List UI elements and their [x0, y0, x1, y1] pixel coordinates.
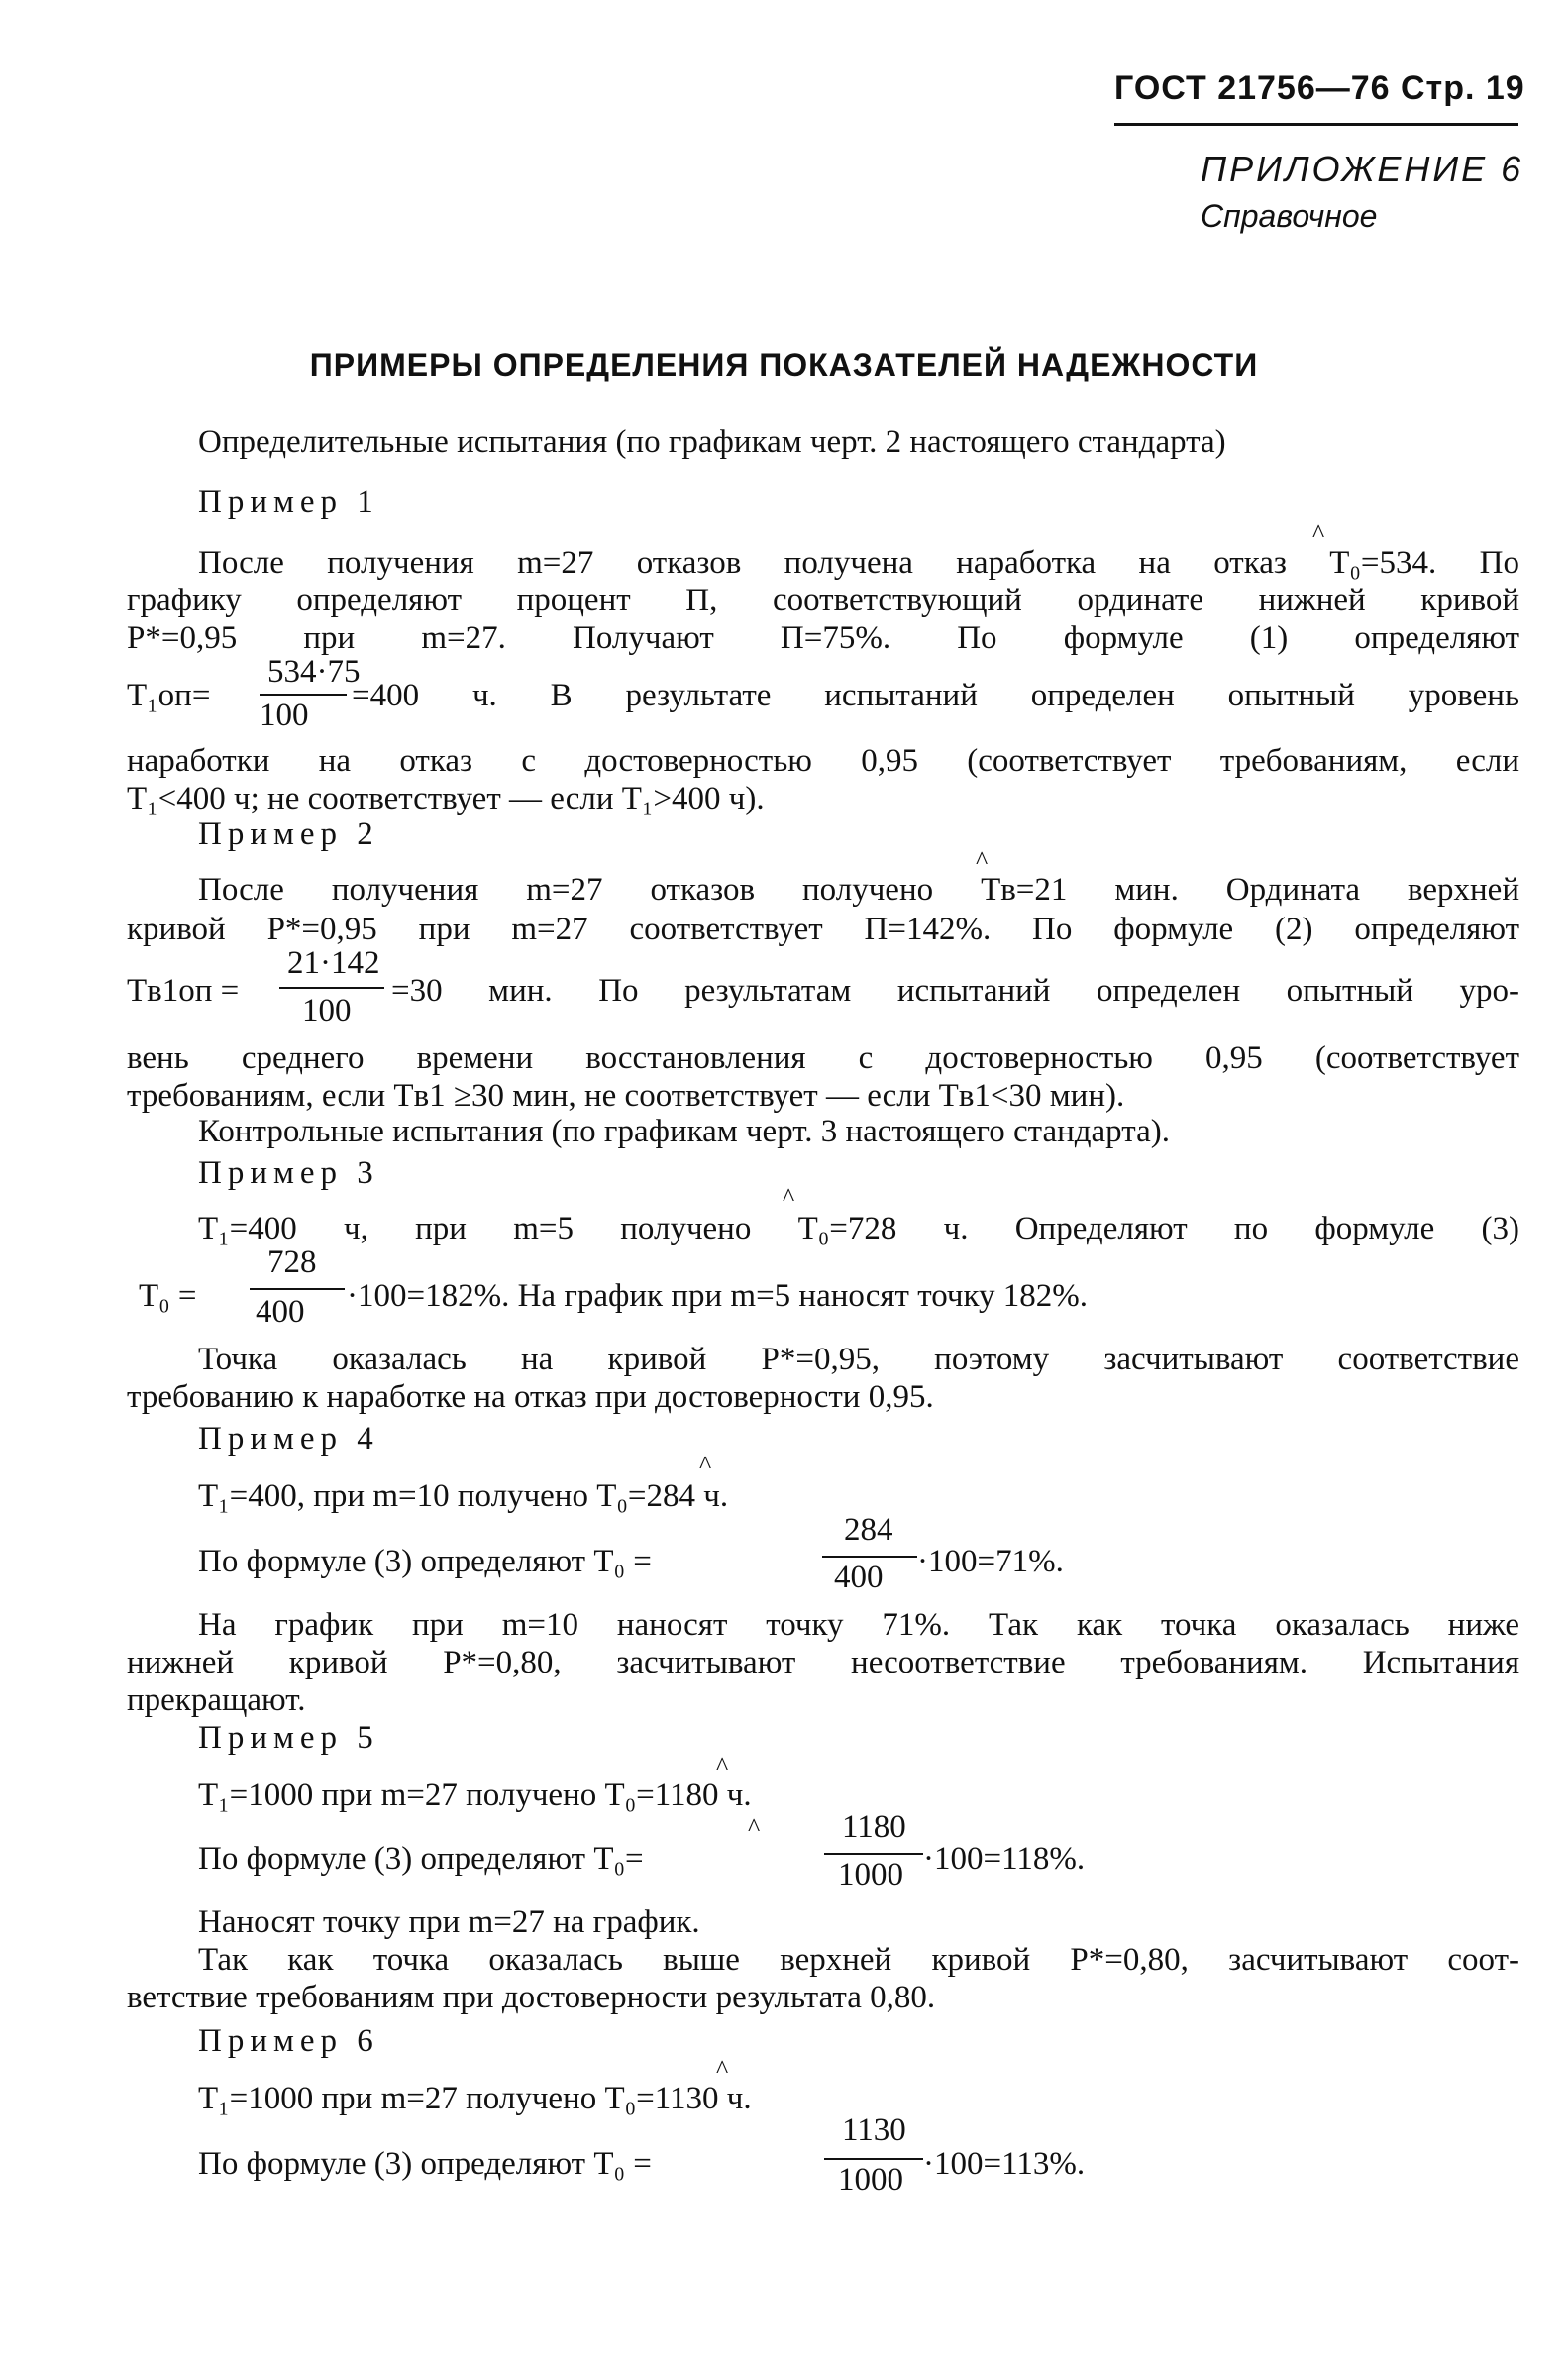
example-5-line: Наносят точку при m=27 на график. — [198, 1904, 700, 1940]
page-header: ГОСТ 21756—76 Стр. 19 — [1114, 69, 1525, 107]
example-3-line: T₁=400 ч, при m=5 получено T₀=728 ч. Определяют по формуле (3) — [198, 1211, 1519, 1246]
formula-rhs: ·100=182%. На график при m=5 наносят точку 182%. — [347, 1278, 1088, 1314]
formula-lhs: Tв1оп = — [127, 973, 240, 1009]
formula-denominator: 100 — [260, 698, 309, 733]
formula-rhs: ·100=118%. — [923, 1841, 1086, 1877]
hat-mark: ^ — [976, 846, 989, 875]
example-1-line: После получения m=27 отказов получена наработка на отказ T₀=534. По — [198, 545, 1519, 581]
example-1-line: T₁<400 ч; не соответствует — если T₁>400 ч). — [127, 781, 765, 816]
example-5-line: T₁=1000 при m=27 получено T₀=1180 ч. — [198, 1778, 752, 1813]
appendix-subtitle: Справочное — [1201, 198, 1378, 234]
example-4-line: T₁=400, при m=10 получено T₀=284 ч. — [198, 1478, 729, 1514]
fraction-bar — [260, 694, 347, 696]
example-5-heading: Пример 5 — [198, 1720, 379, 1756]
formula-lhs: T₀ = — [139, 1278, 197, 1314]
hat-mark: ^ — [699, 1451, 712, 1479]
example-6-heading: Пример 6 — [198, 2023, 379, 2059]
formula-numerator: 1130 — [842, 2112, 906, 2148]
example-2-line: вень среднего времени восстановления с достоверностью 0,95 (соответствует — [127, 1040, 1519, 1076]
example-1-line: P*=0,95 при m=27. Получают П=75%. По формуле (1) определяют — [127, 620, 1519, 656]
fraction-bar — [279, 987, 384, 989]
hat-mark: ^ — [716, 1752, 729, 1781]
example-1-line: графику определяют процент П, соответствующий ординате нижней кривой — [127, 583, 1519, 618]
formula-rhs: ·100=113%. — [923, 2146, 1086, 2182]
example-1-line: наработки на отказ с достоверностью 0,95 (соответствует требованиям, если — [127, 743, 1519, 779]
example-3-heading: Пример 3 — [198, 1155, 379, 1191]
appendix-label: ПРИЛОЖЕНИЕ 6 — [1201, 149, 1524, 189]
example-4-line: прекращают. — [127, 1682, 306, 1718]
section-heading-definitive: Определительные испытания (по графикам черт. 2 настоящего стандарта) — [198, 424, 1226, 460]
formula-denominator: 100 — [302, 993, 352, 1028]
formula-rhs: =30 мин. По результатам испытаний определен опытный уро- — [391, 973, 1519, 1009]
example-6-line: T₁=1000 при m=27 получено T₀=1130 ч. — [198, 2081, 752, 2116]
example-5-line: Так как точка оказалась выше верхней кривой P*=0,80, засчитывают соот- — [198, 1942, 1519, 1978]
formula-denominator: 400 — [834, 1560, 884, 1595]
example-4-line: На график при m=10 наносят точку 71%. Так как точка оказалась ниже — [198, 1607, 1519, 1643]
formula-lhs: По формуле (3) определяют T₀= — [198, 1841, 644, 1877]
formula-numerator: 728 — [267, 1244, 317, 1280]
fraction-bar — [822, 1556, 917, 1558]
fraction-bar — [250, 1288, 345, 1290]
formula-lhs: По формуле (3) определяют T₀ = — [198, 2146, 652, 2182]
hat-mark: ^ — [1312, 519, 1325, 548]
fraction-bar — [824, 2158, 923, 2160]
example-3-line: требованию к наработке на отказ при достоверности 0,95. — [127, 1379, 934, 1415]
section-heading-control: Контрольные испытания (по графикам черт. 3 настоящего стандарта). — [198, 1114, 1170, 1149]
formula-lhs: По формуле (3) определяют T₀ = — [198, 1544, 652, 1579]
example-4-heading: Пример 4 — [198, 1421, 379, 1457]
formula-numerator: 284 — [844, 1512, 893, 1548]
formula-denominator: 400 — [256, 1294, 305, 1330]
example-3-line: Точка оказалась на кривой P*=0,95, поэтому засчитывают соответствие — [198, 1342, 1519, 1377]
example-2-line: требованиям, если Tв1 ≥30 мин, не соответствует — если Tв1<30 мин). — [127, 1078, 1125, 1114]
header-rule — [1114, 123, 1518, 126]
hat-mark: ^ — [716, 2055, 729, 2084]
formula-denominator: 1000 — [838, 1857, 903, 1892]
formula-denominator: 1000 — [838, 2162, 903, 2198]
formula-rhs: ·100=71%. — [917, 1544, 1064, 1579]
formula-lhs: T₁оп= — [127, 678, 211, 713]
example-4-line: нижней кривой P*=0,80, засчитывают несоответствие требованиям. Испытания — [127, 1645, 1519, 1680]
hat-mark: ^ — [783, 1183, 795, 1212]
formula-numerator: 534·75 — [267, 654, 361, 690]
formula-numerator: 21·142 — [287, 945, 380, 981]
example-2-heading: Пример 2 — [198, 816, 379, 852]
document-title: ПРИМЕРЫ ОПРЕДЕЛЕНИЯ ПОКАЗАТЕЛЕЙ НАДЕЖНОСТИ — [309, 347, 1259, 382]
formula-rhs: =400 ч. В результате испытаний определен опытный уровень — [352, 678, 1519, 713]
example-2-line: кривой P*=0,95 при m=27 соответствует П=142%. По формуле (2) определяют — [127, 912, 1519, 947]
example-5-line: ветствие требованиям при достоверности результата 0,80. — [127, 1980, 936, 2015]
formula-numerator: 1180 — [842, 1809, 906, 1845]
example-1-heading: Пример 1 — [198, 485, 379, 520]
fraction-bar — [824, 1853, 923, 1855]
hat-mark: ^ — [748, 1813, 761, 1842]
example-2-line: После получения m=27 отказов получено Tв=21 мин. Ордината верхней — [198, 872, 1519, 908]
